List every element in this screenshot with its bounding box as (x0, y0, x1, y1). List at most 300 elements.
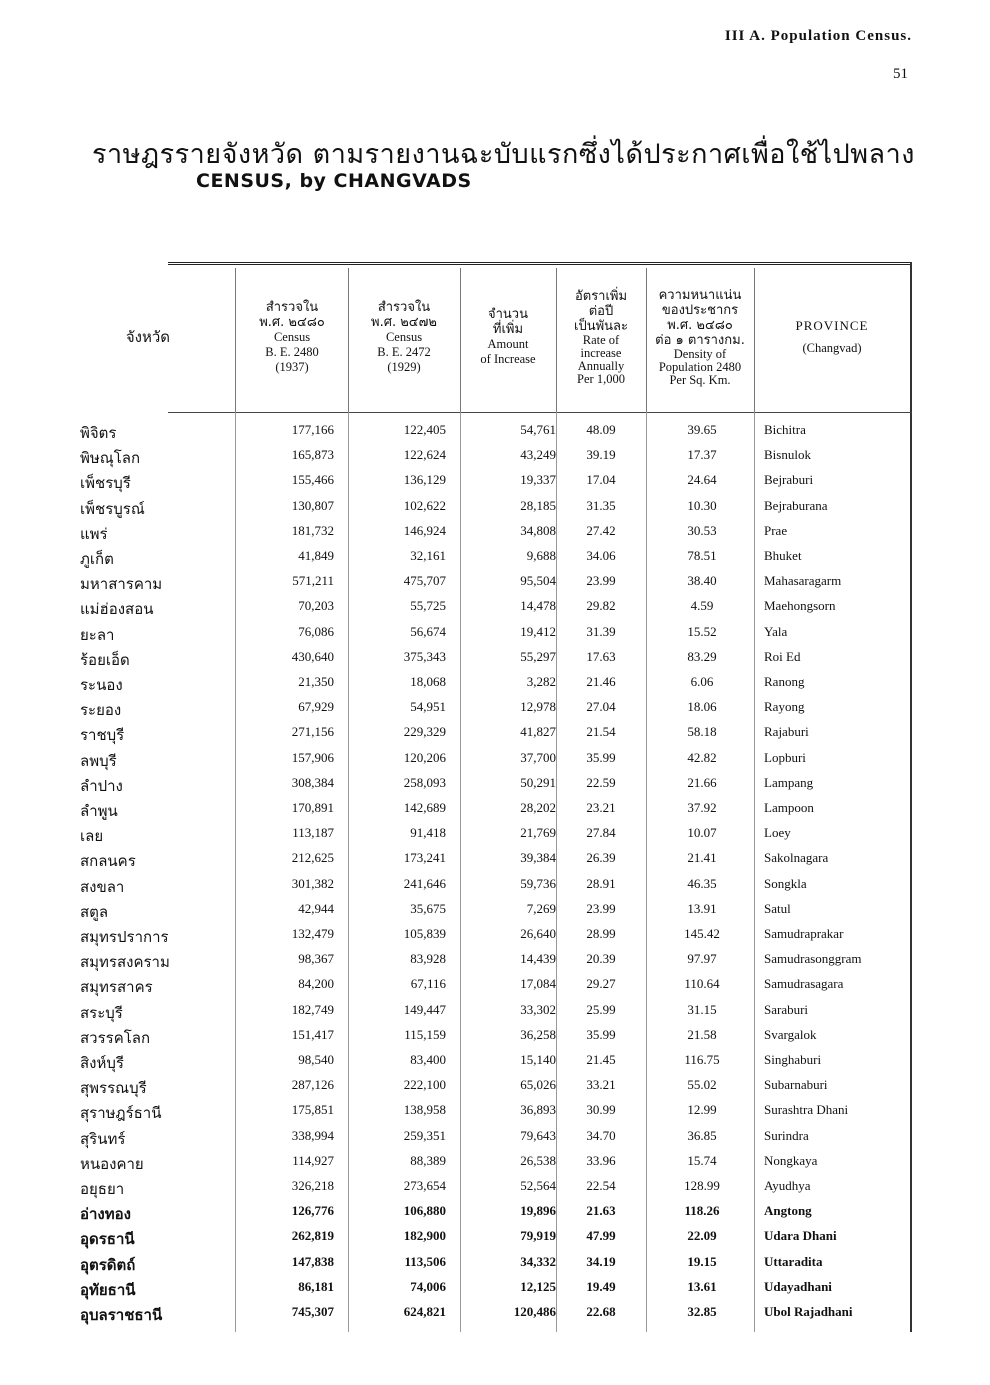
province-name: Samudrasagara (764, 976, 844, 992)
rate-value: 17.63 (586, 648, 616, 664)
province-name: Angtong (764, 1203, 812, 1219)
header-label: (Changvad) (802, 341, 862, 355)
rate-value: 26.39 (586, 850, 616, 866)
rate-value: 21.46 (586, 674, 616, 689)
changvad-name: ราชบุรี (80, 726, 125, 745)
density-value: 10.30 (687, 497, 717, 513)
header-province (754, 262, 910, 412)
table-row (80, 848, 912, 873)
rate-value: 21.63 (586, 1203, 616, 1219)
changvad-name: เลย (80, 827, 104, 846)
density-value: 18.06 (687, 699, 717, 715)
rate-value: 22.68 (586, 1304, 616, 1319)
table-row (80, 1277, 912, 1302)
density-value: 19.15 (687, 1253, 717, 1269)
census-2480-value: 67,929 (298, 699, 334, 715)
census-2472-value: 55,725 (410, 598, 446, 614)
density-value: 55.02 (687, 1077, 717, 1093)
province-name: Maehongsorn (764, 598, 836, 614)
changvad-name: สกลนคร (80, 852, 136, 871)
density-value: 37.92 (687, 800, 717, 815)
changvad-name: สตูล (80, 902, 109, 921)
table-row (80, 722, 912, 747)
header-label: Rate of (582, 332, 620, 347)
table-row (80, 1050, 912, 1075)
header-label: Per 1,000 (577, 371, 625, 386)
census-2480-value: 175,851 (291, 1102, 334, 1118)
census-2480-value: 76,086 (298, 623, 334, 639)
province-name: Singhaburi (764, 1052, 822, 1067)
census-2472-value: 229,329 (403, 724, 446, 740)
table-row (80, 496, 912, 521)
increase-value: 55,297 (520, 648, 556, 664)
census-2480-value: 151,417 (291, 1026, 334, 1042)
province-name: Loey (764, 825, 791, 841)
census-2480-value: 132,479 (291, 926, 334, 941)
census-2480-value: 326,218 (291, 1178, 334, 1193)
increase-value: 54,761 (520, 422, 556, 437)
census-2480-value: 130,807 (291, 497, 334, 513)
increase-value: 50,291 (520, 774, 556, 790)
header-label: ที่เพิ่ม (492, 322, 524, 337)
census-2472-value: 273,654 (403, 1178, 446, 1193)
province-name: Surashtra Dhani (764, 1102, 849, 1118)
table-row (80, 974, 912, 999)
census-2472-value: 120,206 (403, 749, 446, 765)
rate-value: 29.82 (586, 598, 616, 614)
header-label: Per Sq. Km. (669, 372, 731, 387)
census-2480-value: 170,891 (291, 800, 334, 815)
increase-value: 12,125 (520, 1278, 556, 1294)
changvad-name: สมุทรสาคร (80, 978, 153, 997)
changvad-name: ลำปาง (80, 776, 123, 795)
density-value: 58.18 (687, 724, 717, 740)
rate-value: 47.99 (586, 1228, 616, 1244)
density-value: 118.26 (684, 1203, 720, 1219)
rate-value: 34.19 (586, 1253, 616, 1269)
census-2472-value: 142,689 (403, 800, 446, 815)
census-2472-value: 106,880 (403, 1203, 446, 1219)
rate-value: 21.54 (586, 724, 616, 740)
census-2472-value: 83,928 (410, 951, 446, 967)
increase-value: 7,269 (526, 900, 556, 916)
header-label: Census (273, 329, 311, 344)
increase-value: 19,337 (520, 472, 556, 488)
changvad-name: อุทัยธานี (80, 1280, 136, 1299)
rate-value: 19.49 (586, 1278, 616, 1294)
changvad-name: สงขลา (80, 877, 125, 896)
changvad-name: แพร่ (80, 524, 108, 543)
increase-value: 34,808 (520, 522, 556, 538)
table-row (80, 1252, 912, 1277)
province-name: Uttaradita (764, 1253, 823, 1269)
increase-value: 79,919 (520, 1228, 556, 1244)
census-2480-value: 155,466 (291, 472, 334, 488)
province-name: Udayadhani (764, 1278, 832, 1294)
table-row (80, 1151, 912, 1176)
changvad-name: ระยอง (80, 701, 122, 720)
table-row (80, 546, 912, 571)
census-2480-value: 262,819 (291, 1228, 334, 1244)
changvad-name: พิจิตร (80, 424, 117, 442)
changvad-name: ลพบุรี (80, 751, 117, 770)
table-row (80, 1000, 912, 1025)
rate-value: 28.99 (586, 926, 616, 941)
census-2472-value: 259,351 (403, 1127, 446, 1143)
increase-value: 59,736 (520, 875, 556, 891)
header-bottom-rule (168, 412, 912, 413)
header-census-2472 (348, 262, 460, 412)
census-2480-value: 181,732 (291, 522, 334, 538)
table-row (80, 748, 912, 773)
increase-value: 14,439 (520, 951, 556, 967)
header-label: Annually (577, 358, 625, 373)
header-label: (1929) (387, 359, 421, 374)
table-row (80, 445, 912, 470)
census-2472-value: 115,159 (404, 1026, 446, 1042)
census-2472-value: 138,958 (403, 1102, 446, 1118)
census-2472-value: 182,900 (403, 1228, 446, 1244)
changvad-name: สุรินทร์ (80, 1129, 126, 1148)
census-2472-value: 375,343 (403, 648, 446, 664)
province-name: Svargalok (764, 1026, 817, 1042)
census-2472-value: 475,707 (403, 573, 446, 589)
province-name: Mahasaragarm (764, 573, 842, 589)
header-label: สำรวจใน (377, 299, 431, 315)
header-density (646, 262, 754, 412)
changvad-name: อยุธยา (80, 1180, 125, 1198)
census-2480-value: 113,187 (292, 825, 334, 841)
census-2480-value: 147,838 (291, 1253, 334, 1269)
table-row (80, 1201, 912, 1226)
table-row (80, 924, 912, 949)
province-name: Samudrasonggram (764, 951, 862, 967)
header-census-2480 (236, 262, 348, 412)
header-label: ต่อปี (588, 303, 614, 319)
header-label: of Increase (480, 352, 536, 366)
table-row (80, 647, 912, 672)
density-value: 17.37 (687, 447, 717, 463)
changvad-name: ร้อยเอ็ด (80, 650, 130, 669)
census-2472-value: 258,093 (403, 774, 446, 790)
table-row (80, 420, 912, 445)
increase-value: 28,202 (520, 800, 556, 815)
province-name: Samudraprakar (764, 926, 844, 941)
changvad-name: แม่ฮ่องสอน (80, 600, 154, 619)
census-2472-value: 56,674 (410, 623, 446, 639)
province-name: Bejraburana (764, 497, 828, 513)
table-row (80, 773, 912, 798)
density-value: 12.99 (687, 1102, 717, 1118)
increase-value: 120,486 (513, 1304, 556, 1319)
density-value: 15.74 (687, 1152, 717, 1168)
province-name: Rajaburi (764, 724, 809, 740)
increase-value: 52,564 (520, 1178, 556, 1193)
density-value: 31.15 (687, 1001, 717, 1017)
table-row (80, 899, 912, 924)
density-value: 38.40 (687, 573, 717, 589)
increase-value: 12,978 (520, 699, 556, 715)
census-2480-value: 338,994 (291, 1127, 334, 1143)
header-label: (1937) (275, 359, 309, 374)
increase-value: 65,026 (520, 1077, 556, 1093)
density-value: 21.58 (687, 1026, 717, 1042)
rate-value: 23.21 (586, 800, 616, 815)
increase-value: 19,896 (520, 1203, 556, 1219)
density-value: 21.41 (687, 850, 717, 866)
province-name: Surindra (764, 1127, 809, 1143)
rate-value: 33.21 (586, 1077, 616, 1093)
increase-value: 33,302 (520, 1001, 556, 1017)
census-2472-value: 122,624 (403, 447, 446, 463)
table-row (80, 874, 912, 899)
increase-value: 95,504 (520, 573, 556, 589)
census-2480-value: 84,200 (298, 976, 334, 992)
density-value: 78.51 (687, 548, 717, 563)
census-2472-value: 91,418 (410, 825, 446, 841)
header-label: ของประชากร (661, 302, 739, 318)
density-value: 32.85 (687, 1304, 717, 1319)
header-label: B. E. 2472 (377, 344, 431, 359)
census-2472-value: 146,924 (403, 522, 446, 538)
changvad-name: เพ็ชรบุรี (80, 474, 131, 493)
table-header (80, 262, 912, 412)
density-value: 46.35 (687, 875, 717, 891)
increase-value: 19,412 (520, 623, 556, 639)
increase-value: 17,084 (520, 976, 556, 992)
header-label: อัตราเพิ่ม (574, 288, 628, 304)
census-2472-value: 241,646 (403, 875, 446, 891)
census-2480-value: 308,384 (291, 774, 334, 790)
changvad-name: สิงห์บุรี (80, 1054, 124, 1072)
census-2480-value: 98,540 (298, 1052, 334, 1067)
changvad-name: สมุทรสงคราม (80, 953, 170, 972)
header-label: พ.ศ. ๒๔๗๒ (371, 314, 437, 330)
census-2480-value: 41,849 (298, 548, 334, 563)
rate-value: 34.06 (586, 548, 616, 563)
province-name: Bichitra (764, 422, 806, 437)
changvad-name: ยะลา (80, 625, 115, 644)
table-row (80, 596, 912, 621)
rate-value: 23.99 (586, 900, 616, 916)
header-rate (556, 262, 646, 412)
density-value: 22.09 (687, 1228, 717, 1244)
census-2472-value: 35,675 (410, 900, 446, 916)
density-value: 13.61 (687, 1278, 717, 1294)
increase-value: 3,282 (526, 674, 556, 689)
census-2472-value: 54,951 (410, 699, 446, 715)
increase-value: 26,640 (520, 926, 556, 941)
province-name: Ayudhya (764, 1178, 811, 1193)
rate-value: 29.27 (586, 976, 616, 992)
table-row (80, 1176, 912, 1201)
changvad-name: ภูเก็ต (80, 550, 114, 568)
density-value: 97.97 (687, 951, 717, 967)
increase-value: 37,700 (520, 749, 556, 765)
changvad-name: สุราษฎร์ธานี (80, 1104, 162, 1123)
table-row (80, 1302, 912, 1327)
rate-value: 34.70 (586, 1127, 616, 1143)
census-2472-value: 173,241 (403, 850, 446, 866)
changvad-name: อุตรดิตถ์ (80, 1255, 136, 1274)
header-label: B. E. 2480 (265, 344, 319, 359)
rate-value: 28.91 (586, 875, 616, 891)
census-2480-value: 86,181 (298, 1278, 334, 1294)
rate-value: 27.84 (586, 825, 616, 841)
census-2480-value: 301,382 (291, 875, 334, 891)
density-value: 42.82 (687, 749, 717, 765)
header-label: Amount (487, 337, 529, 351)
census-2472-value: 122,405 (403, 422, 446, 437)
changvad-name: อุบลราชธานี (80, 1306, 163, 1324)
table-row (80, 521, 912, 546)
census-2472-value: 18,068 (410, 674, 446, 689)
rate-value: 23.99 (586, 573, 616, 589)
rate-value: 33.96 (586, 1152, 616, 1168)
rate-value: 25.99 (586, 1001, 616, 1017)
province-name: Udara Dhani (764, 1228, 837, 1244)
density-value: 36.85 (687, 1127, 717, 1143)
census-2480-value: 430,640 (291, 648, 334, 664)
census-2480-value: 182,749 (291, 1001, 334, 1017)
increase-value: 28,185 (520, 497, 556, 513)
density-value: 15.52 (687, 623, 717, 639)
table-row (80, 949, 912, 974)
rate-value: 21.45 (586, 1052, 616, 1067)
rate-value: 20.39 (586, 951, 616, 967)
province-name: Lampoon (764, 800, 814, 815)
table-row (80, 1100, 912, 1125)
census-2472-value: 113,506 (404, 1253, 446, 1269)
rate-value: 22.59 (586, 774, 616, 790)
table-row (80, 1075, 912, 1100)
table-row (80, 1226, 912, 1251)
header-label: เป็นพันละ (574, 318, 628, 334)
province-name: Songkla (764, 875, 807, 891)
header-label: ความหนาแน่น (658, 287, 742, 303)
changvad-name: หนองคาย (80, 1154, 144, 1173)
table-row (80, 798, 912, 823)
census-2480-value: 165,873 (291, 447, 334, 463)
census-2472-value: 32,161 (410, 548, 446, 563)
increase-value: 36,258 (520, 1026, 556, 1042)
density-value: 4.59 (690, 598, 714, 614)
rate-value: 22.54 (586, 1178, 616, 1193)
header-label: ต่อ ๑ ตารางกม. (655, 332, 745, 348)
header-changvad-thai (80, 262, 230, 412)
increase-value: 9,688 (526, 548, 556, 563)
province-name: Ubol Rajadhani (764, 1304, 853, 1319)
header-increase (460, 262, 556, 412)
density-value: 116.75 (684, 1052, 720, 1067)
census-2480-value: 571,211 (292, 573, 334, 589)
census-2472-value: 149,447 (403, 1001, 446, 1017)
increase-value: 36,893 (520, 1102, 556, 1118)
header-label: สำรวจใน (265, 299, 319, 315)
density-value: 110.64 (684, 976, 720, 992)
province-name: Roi Ed (764, 648, 801, 664)
increase-value: 21,769 (520, 825, 556, 841)
header-label: จำนวน (488, 307, 528, 322)
province-name: Ranong (764, 674, 805, 689)
table-row (80, 470, 912, 495)
rate-value: 48.09 (586, 422, 616, 437)
table-row (80, 672, 912, 697)
census-2480-value: 287,126 (291, 1077, 334, 1093)
rate-value: 35.99 (586, 749, 616, 765)
census-2480-value: 157,906 (291, 749, 334, 765)
header-label: พ.ศ. ๒๔๘๐ (259, 314, 325, 330)
changvad-name: สมุทรปราการ (80, 928, 169, 946)
density-value: 83.29 (687, 648, 717, 664)
rate-value: 31.39 (586, 623, 616, 639)
census-2472-value: 222,100 (403, 1077, 446, 1093)
province-name: Bejraburi (764, 472, 814, 488)
census-2472-value: 136,129 (403, 472, 446, 488)
rate-value: 31.35 (586, 497, 616, 513)
increase-value: 41,827 (520, 724, 556, 740)
census-2472-value: 102,622 (403, 497, 446, 513)
density-value: 21.66 (687, 774, 717, 790)
table-title-english: CENSUS, by CHANGVADS (196, 170, 472, 192)
table-row (80, 1025, 912, 1050)
increase-value: 34,332 (520, 1253, 556, 1269)
rate-value: 39.19 (586, 447, 616, 463)
header-label: พ.ศ. ๒๔๘๐ (667, 317, 733, 333)
province-name: Rayong (764, 699, 805, 715)
header-changvad-thai-label: จังหวัด (125, 327, 170, 346)
table-title-thai: ราษฎรรายจังหวัด ตามรายงานฉะบับแรกซึ่งได้ประกาศเพื่อใช้ไปพลาง (92, 139, 915, 170)
changvad-name: เพ็ชรบูรณ์ (80, 499, 145, 518)
province-name: Saraburi (764, 1001, 809, 1017)
header-label: Census (385, 329, 423, 344)
changvad-name: อุดรธานี (80, 1230, 135, 1249)
rate-value: 27.42 (586, 522, 616, 538)
density-value: 10.07 (687, 825, 717, 841)
province-name: Bhuket (764, 548, 802, 563)
table-row (80, 622, 912, 647)
province-name: Bisnulok (764, 447, 811, 463)
changvad-name: ระนอง (80, 676, 123, 694)
table-row (80, 823, 912, 848)
rate-value: 35.99 (586, 1026, 616, 1042)
province-name: Sakolnagara (764, 850, 829, 866)
census-2472-value: 67,116 (410, 976, 446, 992)
province-name: Yala (764, 623, 788, 639)
density-value: 145.42 (684, 926, 720, 941)
census-2480-value: 177,166 (291, 422, 334, 437)
province-name: Satul (764, 900, 791, 916)
changvad-name: อ่างทอง (80, 1205, 131, 1224)
province-name: Nongkaya (764, 1152, 818, 1168)
header-label: increase (580, 345, 622, 360)
census-2480-value: 98,367 (298, 951, 334, 967)
density-value: 6.06 (690, 674, 714, 689)
density-value: 30.53 (687, 522, 717, 538)
census-2480-value: 126,776 (291, 1203, 334, 1219)
page-number: 51 (893, 66, 908, 82)
changvad-name: สวรรคโลก (80, 1028, 151, 1047)
census-2480-value: 21,350 (298, 674, 334, 689)
table-row (80, 571, 912, 596)
changvad-name: ลำพูน (80, 802, 118, 820)
density-value: 24.64 (687, 472, 717, 488)
census-2472-value: 624,821 (403, 1304, 446, 1319)
census-2480-value: 70,203 (298, 598, 334, 614)
table-row (80, 1126, 912, 1151)
province-name: Lopburi (764, 749, 806, 765)
census-2480-value: 271,156 (291, 724, 334, 740)
